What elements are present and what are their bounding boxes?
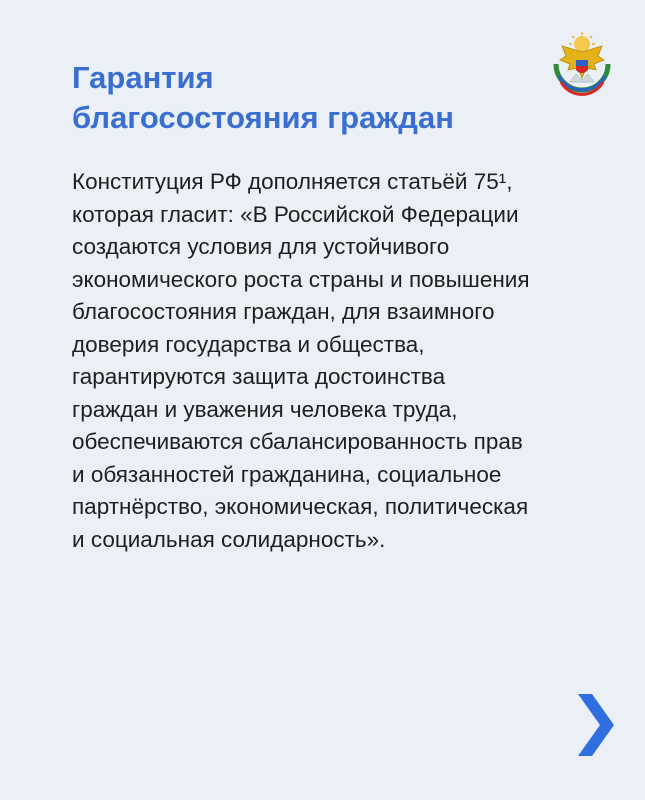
text-line: создаются условия для устойчивого [72, 234, 450, 259]
text-line: благосостояния граждан, для взаимного [72, 299, 495, 324]
text-line: экономического роста страны и повышения [72, 266, 530, 292]
title-line-2: благосостояния граждан [72, 100, 454, 135]
text-line: и обязанностей гражданина, социальное [72, 461, 502, 487]
text-line: Конституция РФ дополняется статьёй 75¹, [72, 169, 513, 194]
text-line: и социальная солидарность». [72, 526, 386, 552]
text-line: партнёрство, экономическая, политическая [72, 494, 529, 519]
text-line: гарантируются защита достоинства [72, 364, 446, 389]
chevron-right-icon [572, 692, 618, 758]
next-slide-button[interactable] [572, 692, 618, 758]
article-text [72, 166, 612, 556]
dagestan-coat-of-arms-icon [548, 30, 616, 100]
text-line: граждан и уважения человека труда, [72, 396, 458, 422]
text-line: доверия государства и общества, [72, 331, 425, 357]
text-line: которая гласит: «В Российской Федерации [72, 201, 519, 227]
page-title [72, 58, 532, 138]
title-line-1: Гарантия [72, 60, 214, 95]
text-line: обеспечиваются сбалансированность прав [72, 429, 523, 454]
